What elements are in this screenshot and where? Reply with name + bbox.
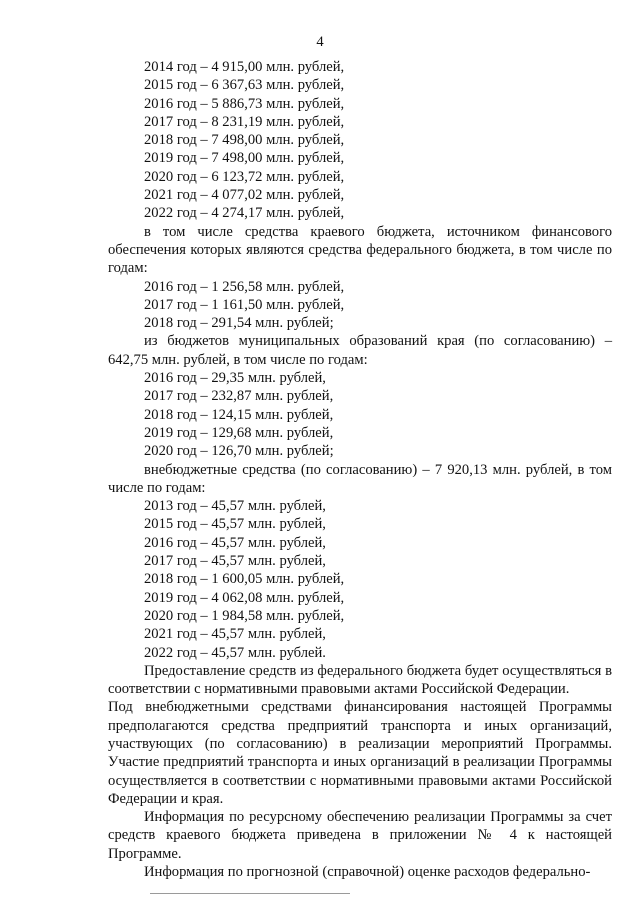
- federal-line: 2016 год – 1 256,58 млн. рублей,: [144, 278, 345, 295]
- resource-info-paragraph: Информация по ресурсному обеспечению реализации Программы за счет средств краевого бюджета приведена в приложении № 4 к настоящей Программе.: [108, 809, 612, 862]
- municipal-line: 2018 год – 124,15 млн. рублей,: [144, 406, 334, 423]
- budget-line: 2019 год – 7 498,00 млн. рублей,: [144, 150, 345, 167]
- extrabudget-line: 2016 год – 45,57 млн. рублей,: [144, 534, 326, 551]
- document-body: [108, 58, 612, 881]
- budget-line: 2021 год – 4 077,02 млн. рублей,: [144, 187, 345, 204]
- extrabudget-intro: внебюджетные средства (по согласованию) – 7 920,13 млн. рублей, в том числе по годам:: [108, 461, 612, 496]
- municipal-intro: из бюджетов муниципальных образований края (по согласованию) – 642,75 млн. рублей, в том числе по годам:: [108, 333, 612, 368]
- extrabudget-line: 2022 год – 45,57 млн. рублей.: [144, 644, 326, 661]
- extrabudget-line: 2013 год – 45,57 млн. рублей,: [144, 498, 326, 515]
- budget-line: 2018 год – 7 498,00 млн. рублей,: [144, 132, 345, 149]
- extrabudget-funding-paragraph: Под внебюджетными средствами финансирования настоящей Программы предполагаются средства предприятий транспорта и иных организаций, участвующих (по согласованию) в реализации мероприятий Программы. Участие предприятий транспорта и иных организаций в реализации Программы осуществляется в соответствии с нормативными правовыми актами Российской Федерации и края.: [108, 699, 612, 807]
- budget-line: 2014 год – 4 915,00 млн. рублей,: [144, 59, 345, 75]
- budget-line: 2017 год – 8 231,19 млн. рублей,: [144, 113, 345, 130]
- budget-line: 2022 год – 4 274,17 млн. рублей,: [144, 205, 345, 222]
- page-number: 4: [316, 34, 324, 50]
- extrabudget-line: 2018 год – 1 600,05 млн. рублей,: [144, 571, 345, 588]
- federal-funding-paragraph: Предоставление средств из федерального бюджета будет осуществляться в соответствии с нормативными правовыми актами Российской Федерации.: [108, 662, 612, 698]
- extrabudget-line: 2017 год – 45,57 млн. рублей,: [144, 553, 326, 570]
- budget-line: 2020 год – 6 123,72 млн. рублей,: [144, 168, 345, 185]
- extrabudget-line: 2021 год – 45,57 млн. рублей,: [144, 626, 326, 643]
- federal-intro: в том числе средства краевого бюджета, источником финансового обеспечения которых являются средства федерального бюджета, в том числе по годам:: [108, 223, 612, 277]
- forecast-info-paragraph: Информация по прогнозной (справочной) оценке расходов федерально-: [144, 864, 591, 881]
- municipal-line: 2017 год – 232,87 млн. рублей,: [144, 388, 334, 405]
- municipal-line: 2016 год – 29,35 млн. рублей,: [144, 370, 326, 387]
- budget-line: 2015 год – 6 367,63 млн. рублей,: [144, 77, 345, 94]
- budget-line: 2016 год – 5 886,73 млн. рублей,: [144, 95, 345, 112]
- extrabudget-line: 2015 год – 45,57 млн. рублей,: [144, 516, 326, 533]
- federal-line: 2017 год – 1 161,50 млн. рублей,: [144, 296, 345, 313]
- municipal-line: 2019 год – 129,68 млн. рублей,: [144, 424, 334, 441]
- municipal-line: 2020 год – 126,70 млн. рублей;: [144, 443, 334, 460]
- bottom-rule: [150, 893, 350, 894]
- extrabudget-line: 2020 год – 1 984,58 млн. рублей,: [144, 607, 345, 624]
- extrabudget-line: 2019 год – 4 062,08 млн. рублей,: [144, 589, 345, 606]
- federal-line: 2018 год – 291,54 млн. рублей;: [144, 315, 334, 332]
